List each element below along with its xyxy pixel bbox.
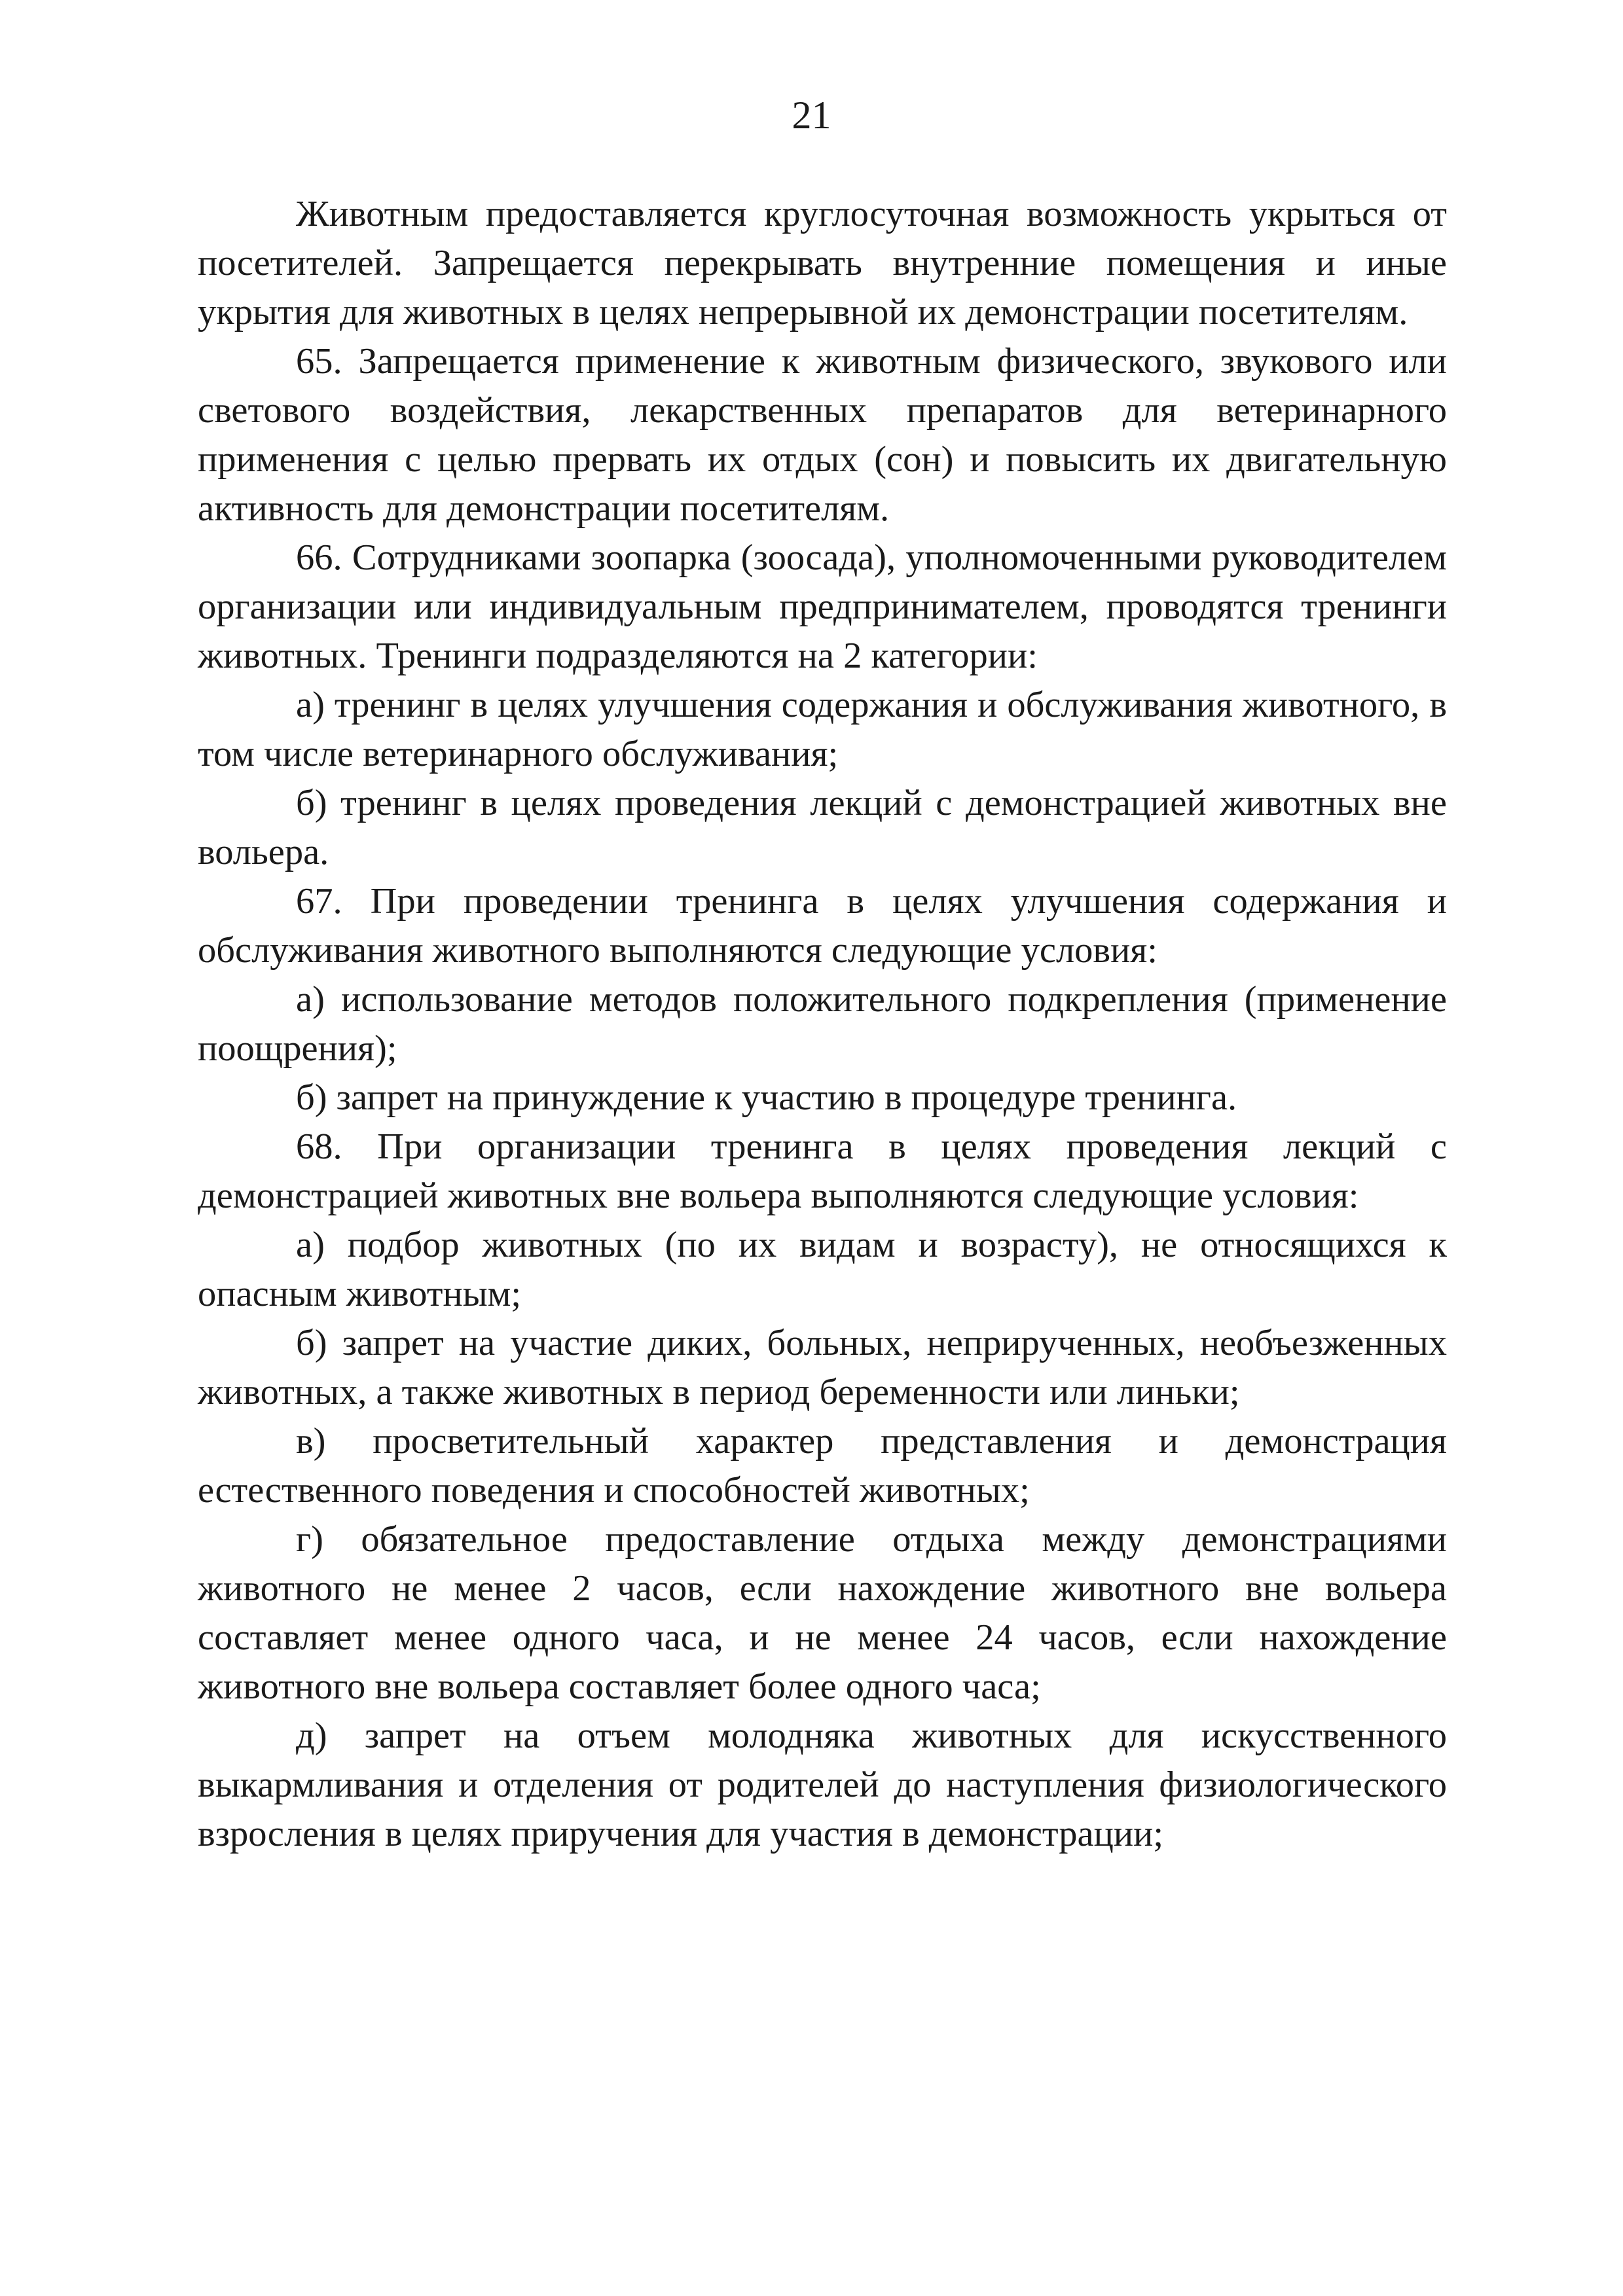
paragraph-66-b: б) тренинг в целях проведения лекций с демонстрацией животных вне вольера. [198, 783, 1447, 872]
paragraph-67: 67. При проведении тренинга в целях улучшения содержания и обслуживания животного выполняются следующие условия: [198, 881, 1447, 971]
paragraph-68-b: б) запрет на участие диких, больных, неприрученных, необъезженных животных, а также животных в период беременности или линьки; [198, 1323, 1447, 1412]
paragraph-68-a: а) подбор животных (по их видам и возрасту), не относящихся к опасным животным; [198, 1225, 1447, 1314]
paragraph-65: 65. Запрещается применение к животным физического, звукового или светового воздействия, лекарственных препаратов для ветеринарного применения с целью прервать их отдых (сон) и повысить их двигательную активность для демонстрации посетителям. [198, 341, 1447, 529]
page-number: 21 [792, 94, 831, 137]
paragraph-68-v: в) просветительный характер представления и демонстрация естественного поведения и способностей животных; [198, 1421, 1447, 1511]
paragraph-66-a: а) тренинг в целях улучшения содержания и обслуживания животного, в том числе ветеринарного обслуживания; [198, 685, 1447, 774]
paragraph-68-g: г) обязательное предоставление отдыха между демонстрациями животного не менее 2 часов, если нахождение животного вне вольера составляет менее одного часа, и не менее 24 часов, если нахождение животного вне вольера составляет более одного часа; [198, 1519, 1447, 1707]
paragraph-67-b: б) запрет на принуждение к участию в процедуре тренинга. [296, 1077, 1237, 1118]
paragraph-68: 68. При организации тренинга в целях проведения лекций с демонстрацией животных вне вольера выполняются следующие условия: [198, 1126, 1447, 1216]
paragraph-68-d: д) запрет на отъем молодняка животных для искусственного выкармливания и отделения от родителей до наступления физиологического взросления в целях приручения для участия в демонстрации; [198, 1715, 1447, 1854]
paragraph-67-a: а) использование методов положительного подкрепления (применение поощрения); [198, 979, 1447, 1069]
document-body [198, 190, 1447, 1859]
paragraph-66: 66. Сотрудниками зоопарка (зоосада), уполномоченными руководителем организации или индивидуальным предпринимателем, проводятся тренинги животных. Тренинги подразделяются на 2 категории: [198, 537, 1447, 676]
paragraph-shelter: Животным предоставляется круглосуточная возможность укрыться от посетителей. Запрещается перекрывать внутренние помещения и иные укрытия для животных в целях непрерывной их демонстрации посетителям. [198, 194, 1447, 332]
